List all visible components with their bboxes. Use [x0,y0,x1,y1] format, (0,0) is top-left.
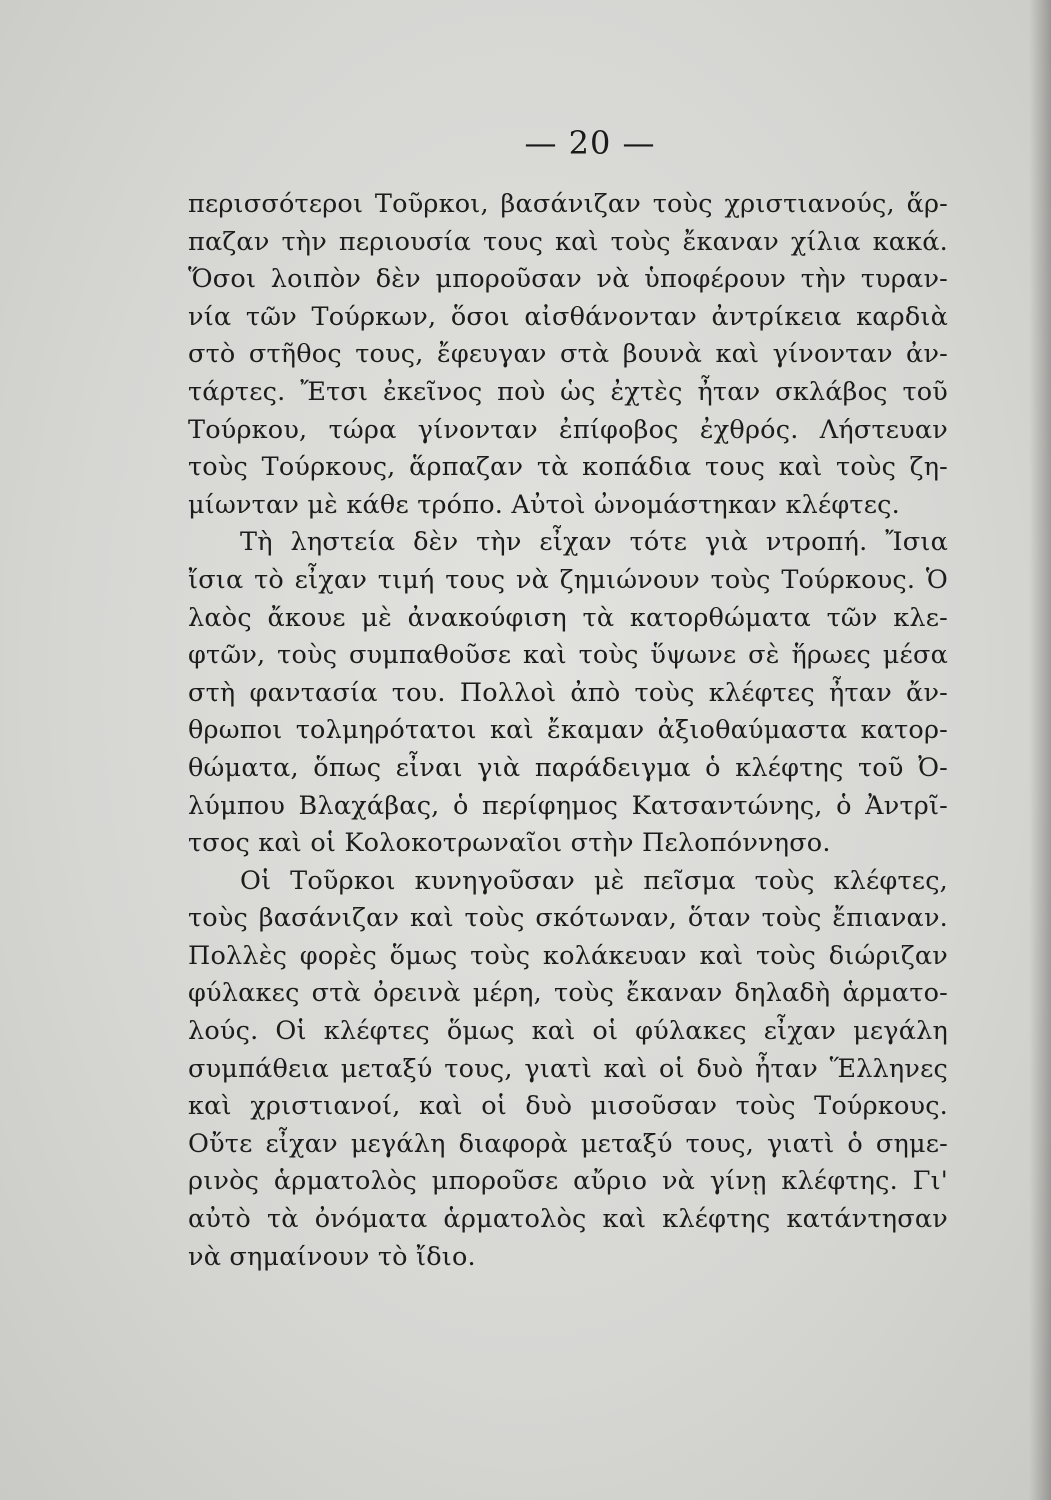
text-line: στὸ στῆθος τους, ἔφευγαν στὰ βουνὰ καὶ γίνονταν ἀν- [188,339,948,370]
text-line: νὰ σημαίνουν τὸ ἴδιο. [188,1241,476,1272]
text-line: λύμπου Βλαχάβας, ὁ περίφημος Κατσαντώνης, ὁ Ἀντρῖ- [188,790,948,821]
text-line: θώματα, ὅπως εἶναι γιὰ παράδειγμα ὁ κλέφτης τοῦ Ὀ- [188,752,948,783]
text-line: παζαν τὴν περιουσία τους καὶ τοὺς ἔκαναν χίλια κακά. [188,226,948,257]
text-line: Οἱ Τοῦρκοι κυνηγοῦσαν μὲ πεῖσμα τοὺς κλέφτες, [240,865,948,896]
text-line: τσος καὶ οἱ Κολοκοτρωναῖοι στὴν Πελοπόννησο. [188,828,831,859]
text-line: ρινὸς ἁρματολὸς μποροῦσε αὔριο νὰ γίνῃ κλέφτης. Γι' [188,1166,948,1197]
text-line: Πολλὲς φορὲς ὅμως τοὺς κολάκευαν καὶ τοὺς διώριζαν [188,940,948,971]
text-line: νία τῶν Τούρκων, ὅσοι αἰσθάνονταν ἀντρίκεια καρδιὰ [188,301,948,332]
text-line: λούς. Οἱ κλέφτες ὅμως καὶ οἱ φύλακες εἶχαν μεγάλη [188,1016,948,1047]
text-line: Ὅσοι λοιπὸν δὲν μποροῦσαν νὰ ὑποφέρουν τὴν τυραν- [188,264,948,295]
text-line: Οὔτε εἶχαν μεγάλη διαφορὰ μεταξύ τους, γιατὶ ὁ σημε- [188,1128,948,1159]
page-number: — 20 — [524,124,656,162]
text-line: θρωποι τολμηρότατοι καὶ ἔκαμαν ἀξιοθαύμαστα κατορ- [188,715,948,746]
text-line: περισσότεροι Τοῦρκοι, βασάνιζαν τοὺς χριστιανούς, ἅρ- [188,189,948,219]
text-line: καὶ χριστιανοί, καὶ οἱ δυὸ μισοῦσαν τοὺς Τούρκους. [188,1091,948,1122]
text-line: μίωνταν μὲ κάθε τρόπο. Αὐτοὶ ὠνομάστηκαν κλέφτες. [188,489,900,520]
body-text [188,186,948,1276]
page-edge-shadow [1029,0,1051,1500]
text-line: τοὺς Τούρκους, ἅρπαζαν τὰ κοπάδια τους καὶ τοὺς ζη- [188,452,948,483]
text-line: στὴ φαντασία του. Πολλοὶ ἀπὸ τοὺς κλέφτες ἦταν ἄν- [188,677,948,708]
text-line: φύλακες στὰ ὀρεινὰ μέρη, τοὺς ἔκαναν δηλαδὴ ἁρματο- [188,978,948,1009]
text-line: τάρτες. Ἔτσι ἐκεῖνος ποὺ ὡς ἐχτὲς ἦταν σκλάβος τοῦ [188,376,948,407]
text-line: τοὺς βασάνιζαν καὶ τοὺς σκότωναν, ὅταν τοὺς ἔπιαναν. [188,903,948,934]
text-line: λαὸς ἄκουε μὲ ἀνακούφιση τὰ κατορθώματα τῶν κλε- [188,602,948,633]
text-line: ἴσια τὸ εἶχαν τιμή τους νὰ ζημιώνουν τοὺς Τούρκους. Ὁ [188,564,948,595]
text-line: συμπάθεια μεταξύ τους, γιατὶ καὶ οἱ δυὸ ἦταν Ἕλληνες [188,1053,948,1084]
text-line: αὐτὸ τὰ ὀνόματα ἁρματολὸς καὶ κλέφτης κατάντησαν [188,1204,948,1235]
text-line: Τούρκου, τώρα γίνονταν ἐπίφοβος ἐχθρός. Λήστευαν [188,414,948,445]
text-line: φτῶν, τοὺς συμπαθοῦσε καὶ τοὺς ὕψωνε σὲ ἥρωες μέσα [188,640,948,671]
text-line: Τὴ ληστεία δὲν τὴν εἶχαν τότε γιὰ ντροπή. Ἴσια [240,527,948,558]
